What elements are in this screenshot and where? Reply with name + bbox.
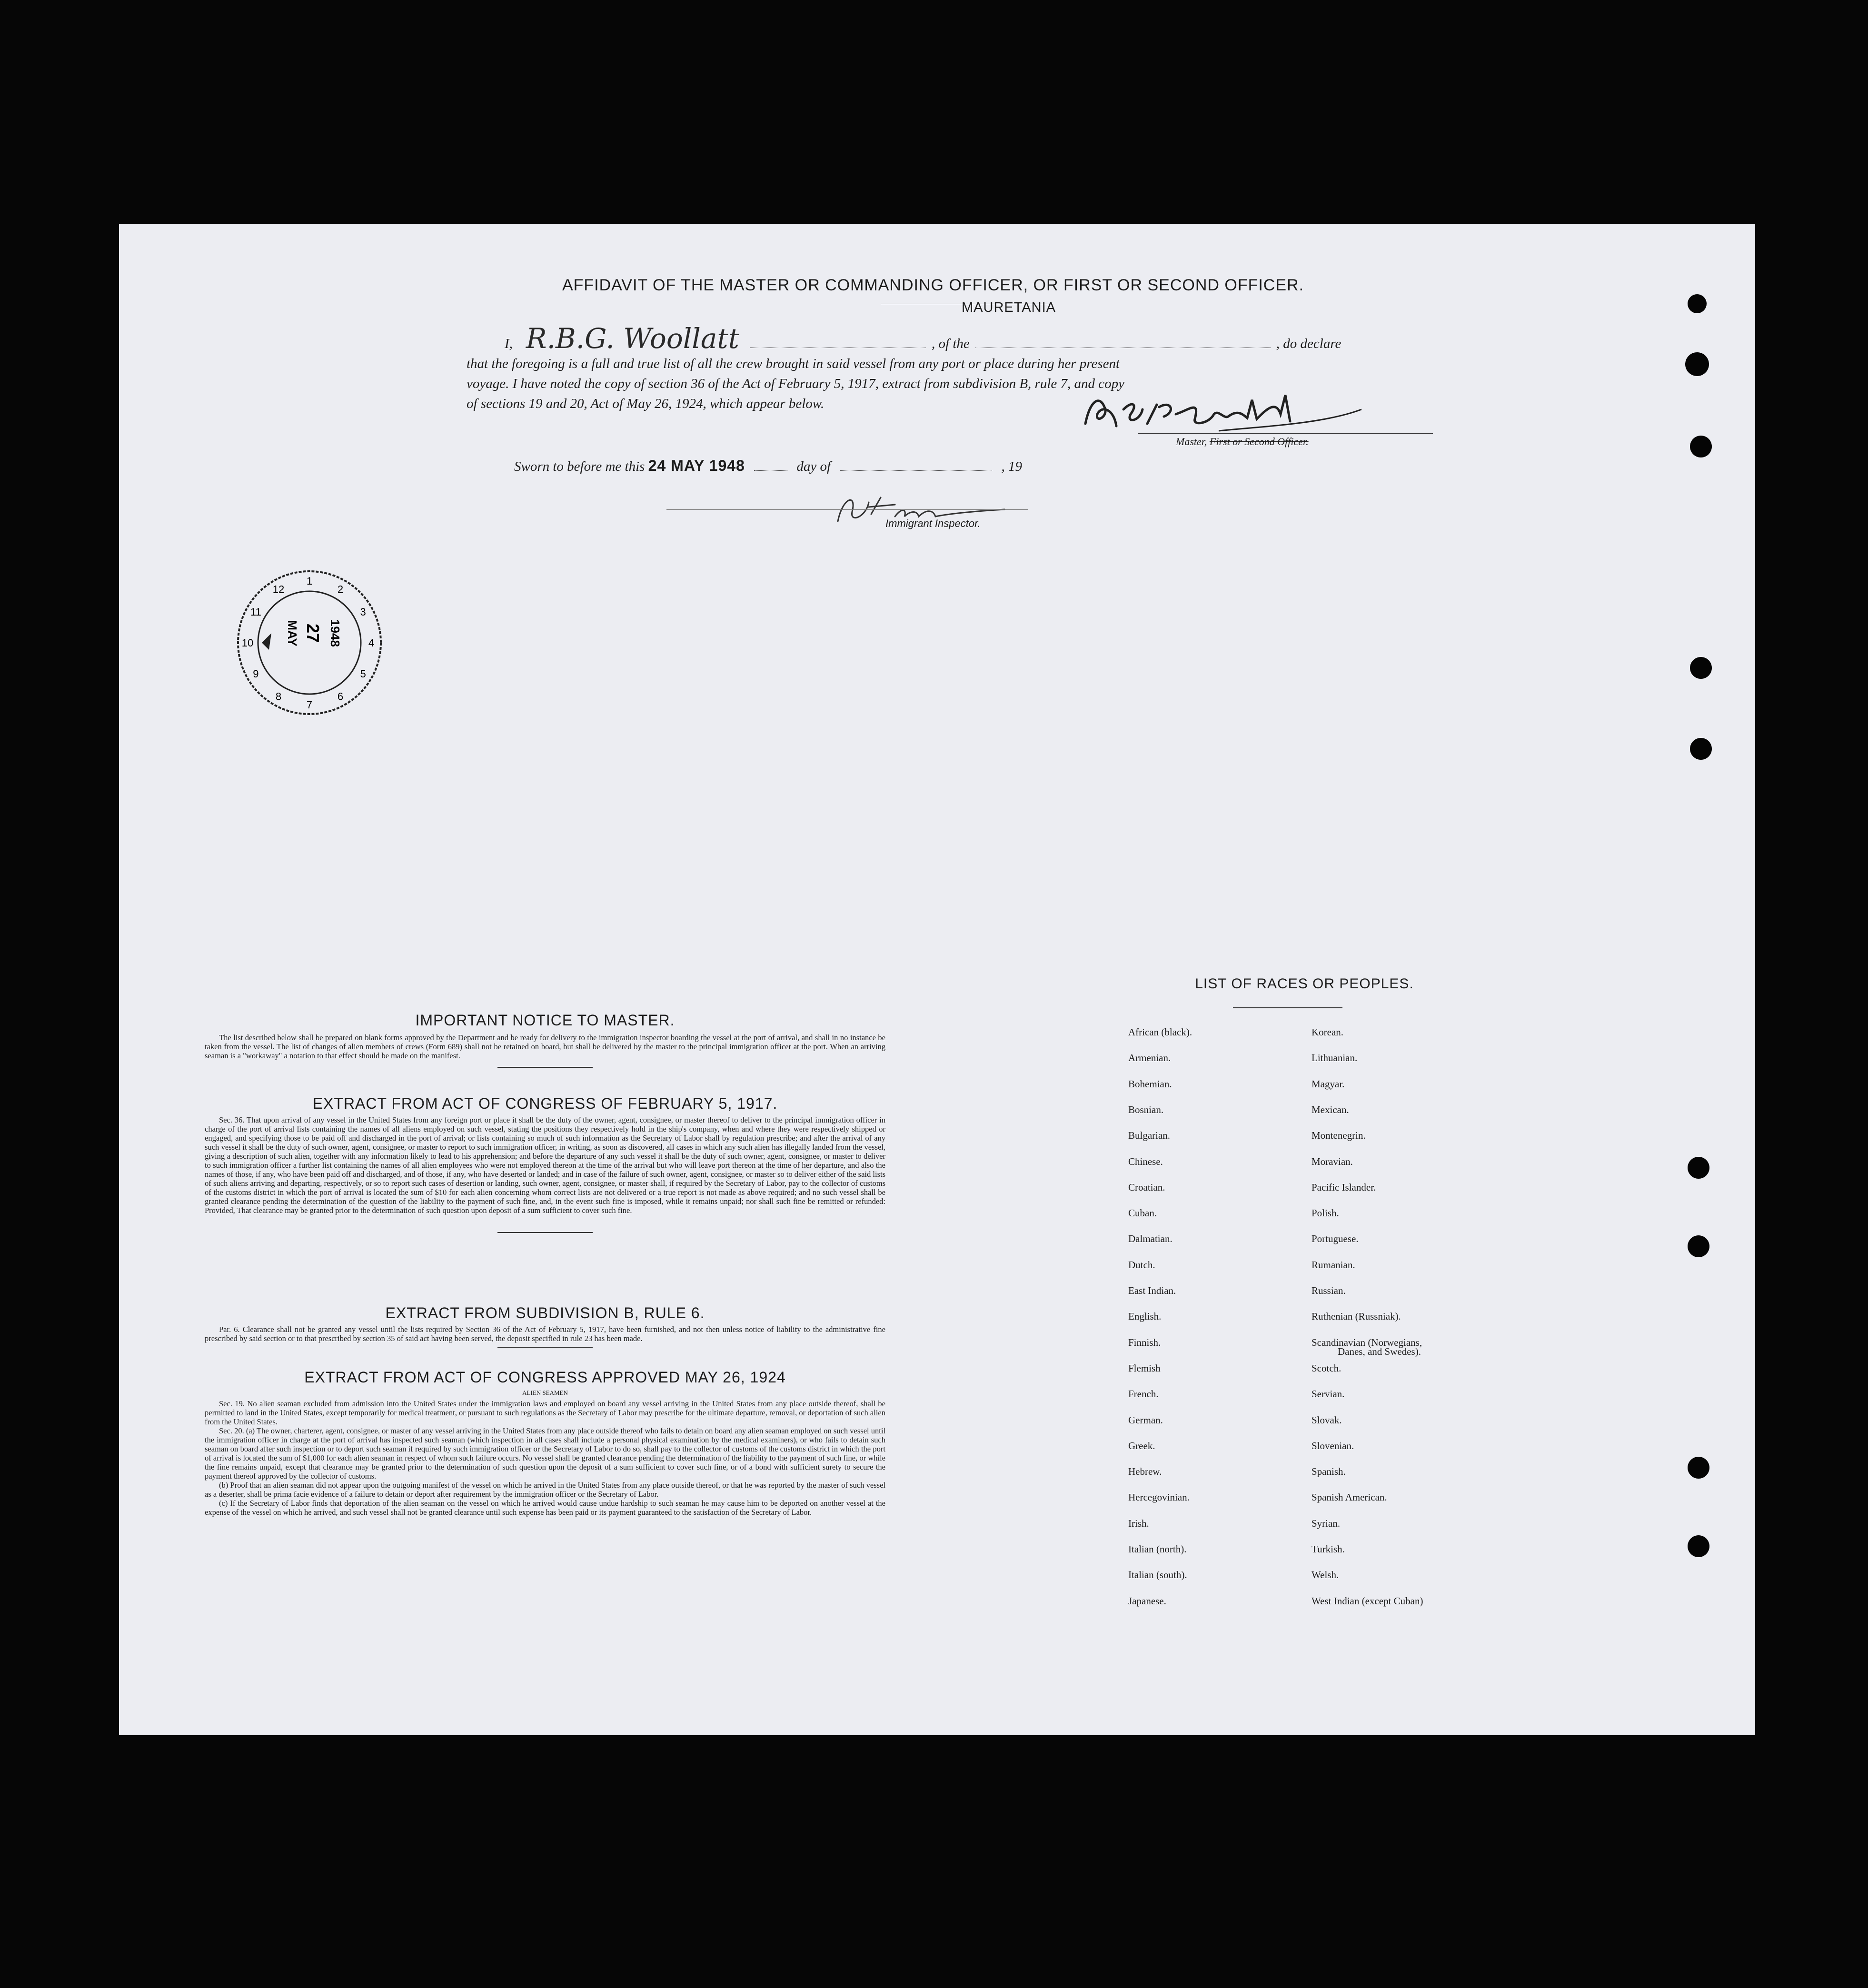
race-item: Japanese. [1128, 1595, 1166, 1607]
race-item: Pacific Islander. [1312, 1181, 1376, 1193]
race-item: Irish. [1128, 1517, 1149, 1529]
race-item: Cuban. [1128, 1207, 1157, 1219]
seal-number: 2 [337, 583, 344, 596]
race-item: Italian (south). [1128, 1569, 1187, 1581]
punch-hole [1690, 657, 1712, 679]
document-page [119, 224, 1755, 1735]
punch-hole [1685, 352, 1709, 376]
seal-number: 7 [306, 699, 313, 711]
race-item: Russian. [1312, 1285, 1346, 1296]
sworn-date-stamp: 24 MAY 1948 [648, 457, 745, 474]
race-item: Chinese. [1128, 1155, 1163, 1167]
extract-rule6-title: EXTRACT FROM SUBDIVISION B, RULE 6. [385, 1304, 705, 1322]
race-item: Slovenian. [1312, 1440, 1354, 1451]
race-item: Servian. [1312, 1388, 1345, 1400]
seal-number: 3 [360, 606, 366, 618]
extract-rule6-text: Par. 6. Clearance shall not be granted any vessel until the lists required by Section 36 of the Act of February 5, 1917, have been furnished, and not then unless notice of liability to the administrative fine prescribed by said section or to that prescribed by section 35 of said act having been served, the deposit specified in rule 23 has been made. [205, 1325, 885, 1343]
race-item: Spanish. [1312, 1466, 1346, 1478]
race-item: Hebrew. [1128, 1466, 1162, 1478]
seal-day: 27 [303, 623, 323, 643]
race-item: Moravian. [1312, 1155, 1353, 1167]
affidavit-title: AFFIDAVIT OF THE MASTER OR COMMANDING OFFICER, OR FIRST OR SECOND OFFICER. [562, 276, 1304, 294]
extract-1917-text: Sec. 36. That upon arrival of any vessel in the United States from any foreign port or place it shall be the duty of the owner, agent, consignee, or master thereof to deliver to the principal immigration officer in charge of the port of arrival lists containing the names of all aliens employed on such vessel, stating the positions they respectively hold in the ship's company, when and where they were respectively shipped or engaged, and specifying those to be paid off and discharged in the port of arrival; or lists containing so much of such information as the Secretary of Labor shall by regulation prescribe; and after the arrival of any such vessel it shall be the duty of such owner, agent, consignee, or master to report to such immigration officer, in writing, as soon as discovered, all cases in which any such alien has illegally landed from the vessel, giving a description of such alien, together with any information likely to lead to his apprehension; and before the departure of any such vessel it shall be the duty of such owner, agent, consignee, or master to deliver to such immigration officer a further list containing the names of all alien employees who were not employed thereon at the time of the arrival but who will leave port thereon at the time of her departure, and also the names of those, if any, who have been paid off and discharged, and of those, if any, who have deserted or landed; and in case of the failure of such owner, agent, consignee, or master so to deliver either of the said lists of such aliens arriving and departing, respectively, or so to report such cases of desertion or landing, such owner, agent, consignee, or master shall, if required by the Secretary of Labor, pay to the collector of customs of the customs district in which the port of arrival is located the sum of $10 for each alien concerning whom correct lists are not delivered or a true report is not made as above required; and no such vessel shall be granted clearance pending the determination of the question of the liability to the payment of such fine, and, in the event such fine is imposed, while it remains unpaid; nor shall such fine be remitted or refunded: Provided, That clearance may be granted prior to the determination of such question upon deposit of a sum sufficient to cover such fine. [205, 1115, 885, 1215]
day-of-label: day of [796, 459, 831, 474]
race-item: Dutch. [1128, 1259, 1155, 1271]
sworn-prefix: Sworn to before me this [514, 459, 645, 474]
punch-hole [1690, 738, 1712, 760]
seal-number: 1 [306, 575, 313, 587]
notice-title: IMPORTANT NOTICE TO MASTER. [415, 1012, 675, 1029]
seal-year: 1948 [328, 619, 342, 647]
line1-of: , of the [932, 336, 970, 351]
punch-hole [1688, 1235, 1709, 1257]
punch-hole [1688, 1535, 1709, 1557]
extract-1924-title: EXTRACT FROM ACT OF CONGRESS APPROVED MAY 26, 1924 [304, 1369, 786, 1386]
race-item: Bosnian. [1128, 1103, 1164, 1115]
seal-number: 5 [360, 668, 366, 680]
important-notice [205, 1012, 885, 1068]
seal-number: 11 [250, 606, 261, 618]
race-item: African (black). [1128, 1026, 1192, 1038]
extract-1924-para-4: (c) If the Secretary of Labor finds that deportation of the alien seaman on the vessel on which he arrived would cause undue hardship to such seaman he may cause him to be deported on another vessel at the expense of the vessel on which he arrived, and such vessel shall not be granted clearance until such expense has been paid or its payment guaranteed to the satisfaction of the Secretary of Labor. [205, 1499, 885, 1517]
sworn-line [514, 457, 1022, 475]
race-item: Croatian. [1128, 1181, 1165, 1193]
extract-1924-para-1: Sec. 19. No alien seaman excluded from admission into the United States under the immigration laws and employed on board any vessel arriving in the United States from any place outside thereof, shall be permitted to land in the United States, except temporarily for medical treatment, or pursuant to such regulations as the Secretary of Labor may prescribe for the ultimate departure, removal, or deportation of such alien from the United States. [205, 1399, 885, 1426]
signature-rule [1138, 433, 1433, 434]
race-item: German. [1128, 1414, 1163, 1426]
seal-month: MAY [285, 620, 299, 646]
extract-1924 [205, 1369, 885, 1517]
race-scandinavian-continued: Danes, and Swedes). [1338, 1346, 1421, 1357]
extract-1917 [205, 1095, 885, 1233]
race-item: Korean. [1312, 1026, 1344, 1038]
seal-numbers [242, 575, 374, 711]
seal-number: 6 [337, 690, 344, 703]
signature-caption [1176, 436, 1309, 448]
affidavit-line-4: of sections 19 and 20, Act of May 26, 1924, which appear below. [467, 396, 825, 411]
affidavit-line-1 [467, 322, 1423, 355]
seal-number: 10 [241, 637, 254, 649]
date-seal-stamp [233, 567, 386, 719]
race-item: Lithuanian. [1312, 1052, 1358, 1064]
extract-1924-para-3: (b) Proof that an alien seaman did not appear upon the outgoing manifest of the vessel on which he arrived in the United States from any place outside thereof, or that he was reported by the master of such vessel as a deserter, shall be prima facie evidence of a failure to detain or deport after requirement by the immigration officer or the Secretary of Labor. [205, 1481, 885, 1499]
year-prefix: , 19 [1001, 459, 1023, 474]
race-item: Hercegovinian. [1128, 1491, 1190, 1503]
race-item: Italian (north). [1128, 1543, 1187, 1555]
race-item: Montenegrin. [1312, 1130, 1366, 1142]
races-title-rule [1233, 1007, 1342, 1008]
race-item: East Indian. [1128, 1285, 1176, 1296]
punch-hole [1690, 436, 1712, 457]
race-item: Armenian. [1128, 1052, 1171, 1064]
vessel-name: MAURETANIA [962, 300, 1056, 315]
affidavit-line-2: that the foregoing is a full and true list of all the crew brought in said vessel from any port or place during her present [467, 356, 1120, 371]
seal-number: 8 [275, 690, 282, 703]
race-item: Polish. [1312, 1207, 1339, 1219]
race-item: Scandinavian (Norwegians, [1312, 1336, 1422, 1348]
master-signature-handwritten: R.B.G. Woollatt [526, 322, 740, 355]
extract-1917-title: EXTRACT FROM ACT OF CONGRESS OF FEBRUARY 5, 1917. [312, 1095, 778, 1112]
race-item: English. [1128, 1311, 1162, 1322]
struck-officer-label: First or Second Officer. [1209, 436, 1309, 447]
seal-number: 12 [272, 583, 285, 596]
race-item: Bulgarian. [1128, 1130, 1171, 1142]
race-item: West Indian (except Cuban) [1312, 1595, 1423, 1607]
punch-hole [1688, 1457, 1709, 1479]
race-item: Mexican. [1312, 1103, 1349, 1115]
race-item: Dalmatian. [1128, 1233, 1172, 1245]
race-item: Bohemian. [1128, 1078, 1172, 1090]
race-item: Flemish [1128, 1362, 1161, 1374]
line1-declare: , do declare [1276, 336, 1341, 351]
notice-text: The list described below shall be prepared on blank forms approved by the Department and be ready for delivery to the immigration inspector boarding the vessel at the port of arrival, and shall in no instance be taken from the vessel. The list of changes of alien members of crews (Form 689) shall not be retained on board, but shall be delivered by the master to the principal immigration officer at the port. When an arriving seaman is a "workaway" a notation to that effect should be made on the manifest. [205, 1033, 885, 1060]
race-item: Spanish American. [1312, 1491, 1387, 1503]
affidavit-line-3: voyage. I have noted the copy of section 36 of the Act of February 5, 1917, extract from subdivision B, rule 7, and copy [467, 376, 1125, 391]
race-item: Welsh. [1312, 1569, 1339, 1581]
seal-number: 9 [253, 668, 259, 680]
punch-hole [1688, 294, 1707, 313]
seal-image [233, 567, 386, 719]
extract-1924-para-2: Sec. 20. (a) The owner, charterer, agent, consignee, or master of any vessel arriving in the United States from any place outside thereof who fails to detain on board any alien seaman employed on such vessel until the immigration officer in charge at the port of arrival has inspected such seaman (which inspection in all cases shall include a personal physical examination by the medical examiners), or who fails to detain such seaman on board after such inspection or to deport such seaman if required by such immigration officer or the Secretary of Labor to do so, shall pay to the collector of customs of the customs district in which the port of arrival is located the sum of $1,000 for each alien seaman in respect of whom such failure occurs. No vessel shall be granted clearance pending the determination of the liability to the payment of such fine, or while the fine remains unpaid, except that clearance may be granted prior to the determination of such question upon the deposit of a sum sufficient to cover such fine, or of a bond with sufficient surety to secure the payment thereof approved by the collector of customs. [205, 1426, 885, 1481]
race-item: French. [1128, 1388, 1159, 1400]
extract-rule6 [205, 1304, 885, 1348]
race-item: Magyar. [1312, 1078, 1345, 1090]
race-item: Finnish. [1128, 1336, 1161, 1348]
race-item: Portuguese. [1312, 1233, 1359, 1245]
races-title: LIST OF RACES OR PEOPLES. [1195, 976, 1414, 992]
race-item: Rumanian. [1312, 1259, 1355, 1271]
inspector-rule [666, 509, 1028, 510]
extract-1924-subtitle: ALIEN SEAMEN [522, 1389, 568, 1396]
inspector-label: Immigrant Inspector. [885, 517, 981, 529]
race-item: Scotch. [1312, 1362, 1341, 1374]
race-item: Syrian. [1312, 1517, 1341, 1529]
punch-hole [1688, 1157, 1709, 1179]
race-item: Turkish. [1312, 1543, 1345, 1555]
race-item: Greek. [1128, 1440, 1155, 1451]
race-item: Ruthenian (Russniak). [1312, 1311, 1401, 1322]
master-label: Master, [1176, 436, 1207, 447]
seal-number: 4 [368, 637, 375, 649]
race-item: Slovak. [1312, 1414, 1342, 1426]
line1-prefix: I, [505, 336, 513, 351]
